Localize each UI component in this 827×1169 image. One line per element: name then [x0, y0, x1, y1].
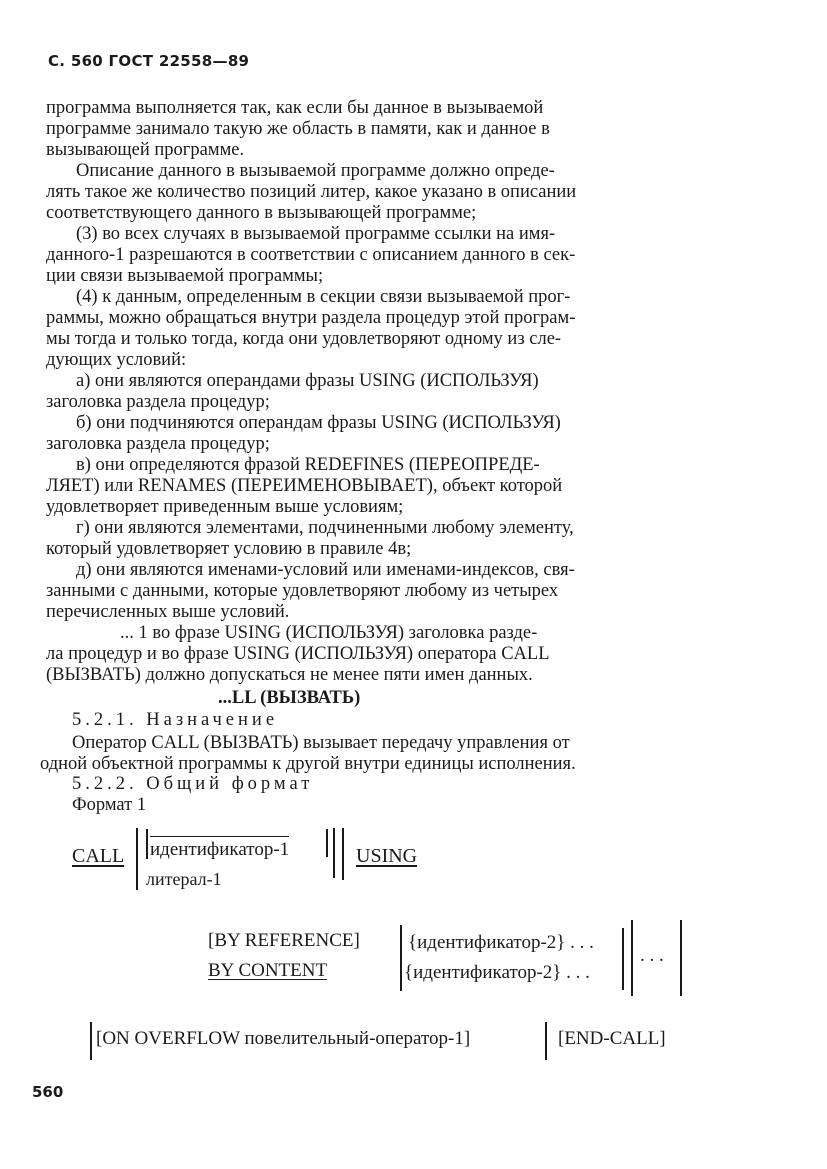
section-title-521: 5.2.1. Назначение: [72, 710, 279, 730]
body-text: [46, 98, 698, 686]
bracket-left-using: [342, 828, 344, 880]
page-header: С. 560 ГОСТ 22558—89: [48, 52, 250, 70]
syntax-by-reference: [BY REFERENCE]: [208, 930, 360, 951]
text-line: (ВЫЗВАТЬ) должно допускаться не менее пяти имен данных.: [46, 665, 533, 685]
text-line: который удовлетворяет условию в правиле 4в;: [46, 539, 412, 559]
text-line: Описание данного в вызываемой программе должно опреде-: [76, 161, 555, 181]
syntax-identifier2-reference: {идентификатор-2} . . .: [408, 932, 594, 953]
text-line: мы тогда и только тогда, когда они удовлетворяют одному из сле-: [46, 329, 562, 349]
brace-left-1: [136, 828, 138, 890]
text-line: (4) к данным, определенным в секции связи вызываемой прог-: [76, 287, 571, 307]
text-line: ЛЯЕТ) или RENAMES (ПЕРЕИМЕНОВЫВАЕТ), объект которой: [46, 476, 563, 496]
syntax-identifier1: идентификатор-1: [150, 836, 289, 861]
bracket-left-overflow: [90, 1022, 92, 1060]
text-line: вызывающей программе.: [46, 140, 245, 160]
syntax-identifier2-content: {идентификатор-2} . . .: [404, 962, 590, 983]
syntax-on-overflow: [ON OVERFLOW повелительный-оператор-1]: [96, 1028, 471, 1049]
page-number: 560: [32, 1083, 64, 1101]
text-line: программе занимало такую же область в памяти, как и данное в: [46, 119, 550, 139]
text-line: а) они являются операндами фразы USING (ИСПОЛЬЗУЯ): [76, 371, 539, 391]
syntax-using-keyword: USING: [356, 845, 418, 867]
brace-left-2: [400, 925, 402, 991]
text-line: б) они подчиняются операндам фразы USING (ИСПОЛЬЗУЯ): [76, 413, 561, 433]
brace-right-1: [333, 828, 335, 878]
bracket-right-overflow: [545, 1022, 547, 1060]
text-line: (3) во всех случаях в вызываемой программе ссылки на имя-: [76, 224, 556, 244]
text-line: данного-1 разрешаются в соответствии с описанием данного в сек-: [46, 245, 576, 265]
text-line: соответствующего данного в вызывающей программе;: [46, 203, 477, 223]
brace-right-2: [622, 928, 624, 990]
syntax-call-keyword: CALL: [72, 845, 125, 867]
syntax-ellipsis: . . .: [640, 945, 664, 966]
text-line: ции связи вызываемой программы;: [46, 266, 324, 286]
text-line: дующих условий:: [46, 350, 187, 370]
bracket-right-outer: [680, 920, 682, 996]
text-line: ... 1 во фразе USING (ИСПОЛЬЗУЯ) заголовка разде-: [120, 623, 538, 643]
section-text-521-line1: Оператор CALL (ВЫЗВАТЬ) вызывает передачу управления от: [72, 733, 570, 753]
text-line: раммы, можно обращаться внутри раздела процедур этой програм-: [46, 308, 576, 328]
syntax-literal1: литерал-1: [146, 869, 222, 889]
text-line: лять такое же количество позиций литер, какое указано в описании: [46, 182, 577, 202]
syntax-end-call: [END-CALL]: [558, 1028, 666, 1049]
format-label: Формат 1: [72, 795, 147, 815]
section-heading: ...LL (ВЫЗВАТЬ): [218, 688, 361, 708]
bracket-right-2: [631, 920, 633, 996]
text-line: в) они определяются фразой REDEFINES (ПЕРЕОПРЕДЕ-: [76, 455, 540, 475]
text-line: ла процедур и во фразе USING (ИСПОЛЬЗУЯ) оператора CALL: [46, 644, 550, 664]
section-title-522: 5.2.2. Общий формат: [72, 774, 314, 794]
text-line: д) они являются именами-условий или именами-индексов, свя-: [76, 560, 575, 580]
syntax-by-content: BY CONTENT: [208, 960, 328, 981]
section-text-521-line2: одной объектной программы к другой внутри единицы исполнения.: [40, 754, 576, 774]
bracket-left-identifier1: [146, 829, 148, 859]
text-line: заголовка раздела процедур;: [46, 392, 270, 412]
text-line: программа выполняется так, как если бы данное в вызываемой: [46, 98, 544, 118]
text-line: заголовка раздела процедур;: [46, 434, 270, 454]
text-line: занными с данными, которые удовлетворяют любому из четырех: [46, 581, 559, 601]
text-line: г) они являются элементами, подчиненными любому элементу,: [76, 518, 574, 538]
bracket-right-identifier1: [326, 829, 328, 857]
text-line: перечисленных выше условий.: [46, 602, 290, 622]
text-line: удовлетворяет приведенным выше условиям;: [46, 497, 404, 517]
